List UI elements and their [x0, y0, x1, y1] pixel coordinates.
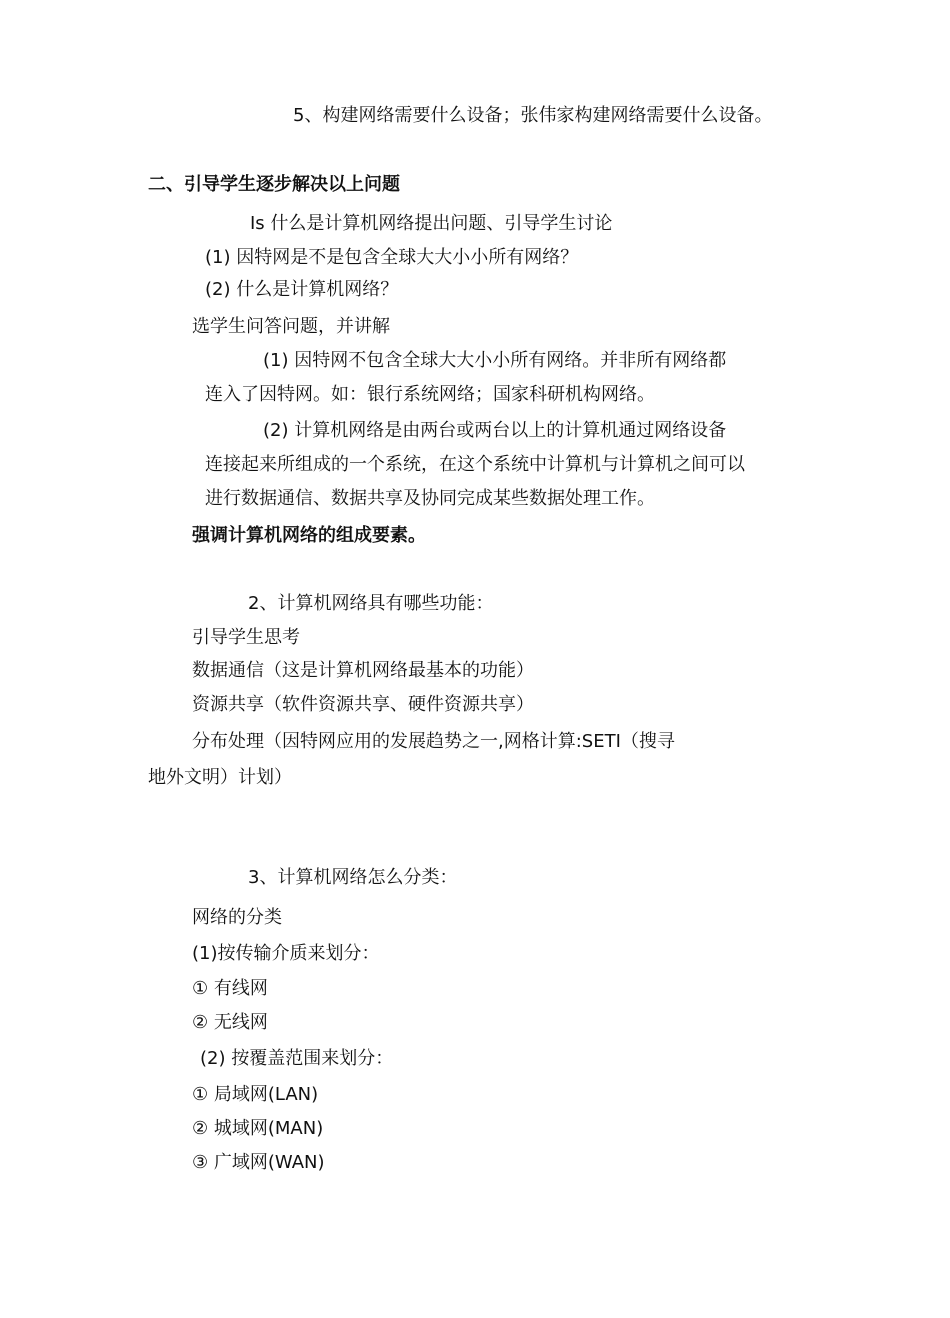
function-distributed-processing: 分布处理（因特网应用的发展趋势之一,网格计算:SETI（搜寻: [192, 731, 675, 752]
question-2-heading: 2、计算机网络具有哪些功能：: [248, 593, 494, 614]
classification-title: 网络的分类: [192, 907, 282, 928]
answer-2-line-1: (2) 计算机网络是由两台或两台以上的计算机通过网络设备: [263, 420, 727, 441]
function-distributed-processing-cont: 地外文明）计划）: [148, 767, 292, 788]
function-resource-sharing: 资源共享（软件资源共享、硬件资源共享）: [192, 694, 534, 715]
function-data-communication: 数据通信（这是计算机网络最基本的功能）: [192, 660, 534, 681]
range-wan: ③ 广域网(WAN): [192, 1152, 325, 1173]
answer-1-line-2: 连入了因特网。如：银行系统网络；国家科研机构网络。: [205, 384, 655, 405]
medium-wireless: ② 无线网: [192, 1012, 268, 1033]
question-3-heading: 3、计算机网络怎么分类：: [248, 867, 458, 888]
guide-thinking: 引导学生思考: [192, 627, 300, 648]
discussion-question-2: (2) 什么是计算机网络？: [205, 279, 399, 300]
classification-by-medium: (1)按传输介质来划分：: [192, 943, 380, 964]
answer-intro: 选学生问答问题，并讲解: [192, 316, 390, 337]
discussion-intro: Is 什么是计算机网络提出问题、引导学生讨论: [250, 213, 613, 234]
question-5: 5、构建网络需要什么设备；张伟家构建网络需要什么设备。: [293, 105, 773, 126]
section-heading-2: 二、引导学生逐步解决以上问题: [148, 174, 400, 195]
medium-wired: ① 有线网: [192, 978, 268, 999]
answer-1-line-1: (1) 因特网不包含全球大大小小所有网络。并非所有网络都: [263, 350, 727, 371]
answer-2-line-2: 连接起来所组成的一个系统，在这个系统中计算机与计算机之间可以: [205, 454, 745, 475]
discussion-question-1: (1) 因特网是不是包含全球大大小小所有网络？: [205, 247, 579, 268]
classification-by-range: (2) 按覆盖范围来划分：: [200, 1048, 394, 1069]
emphasis-line: 强调计算机网络的组成要素。: [192, 525, 426, 546]
range-lan: ① 局域网(LAN): [192, 1084, 319, 1105]
range-man: ② 城域网(MAN): [192, 1118, 324, 1139]
answer-2-line-3: 进行数据通信、数据共享及协同完成某些数据处理工作。: [205, 488, 655, 509]
